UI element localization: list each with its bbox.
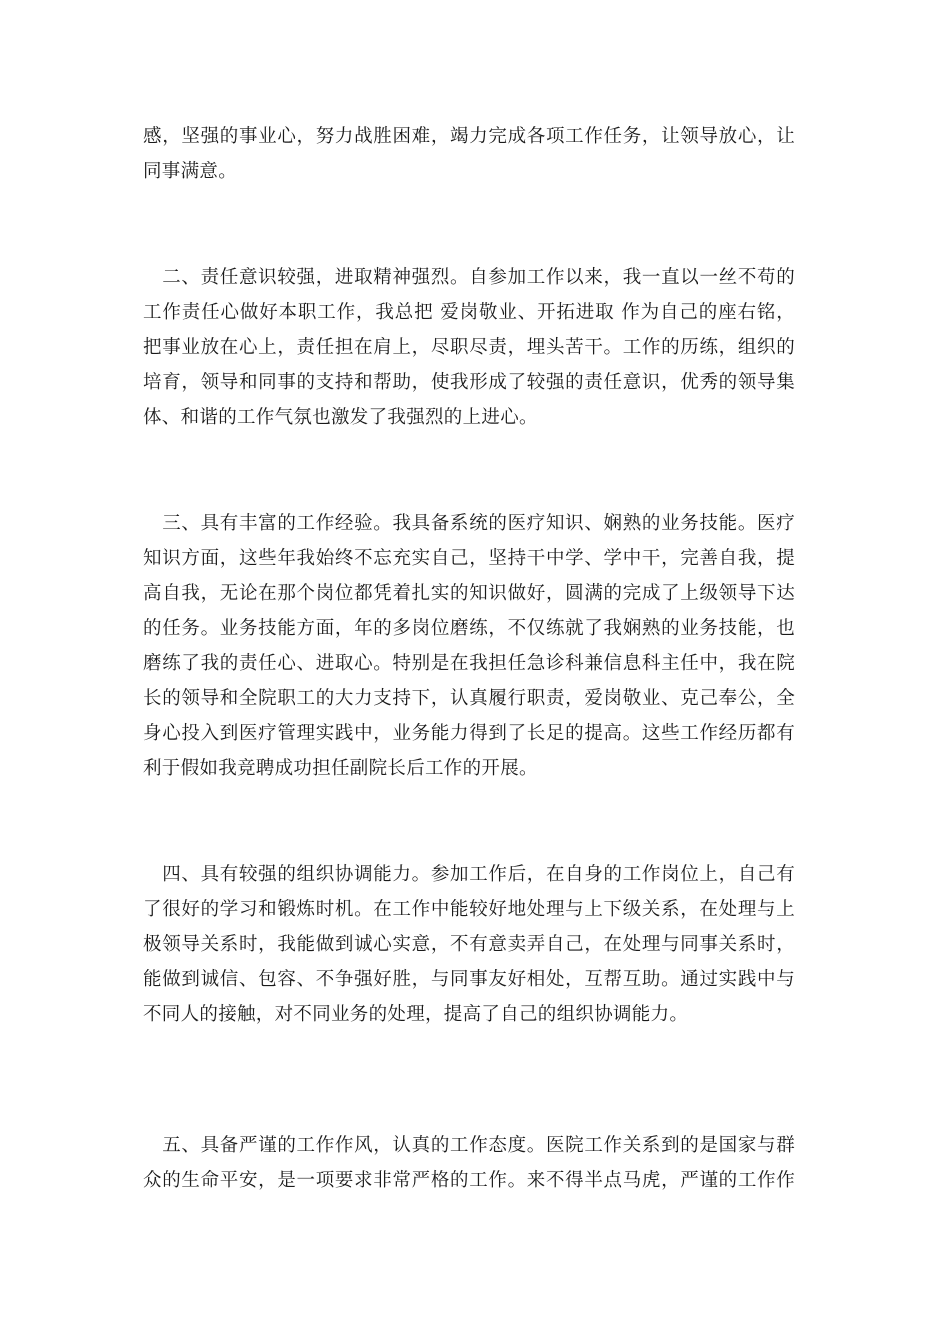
text-line: 不同人的接触，对不同业务的处理，提高了自己的组织协调能力。 <box>143 1004 689 1025</box>
text-line: 极领导关系时，我能做到诚心实意，不有意卖弄自己，在处理与同事关系时， <box>143 934 795 955</box>
text-line: 知识方面，这些年我始终不忘充实自己，坚持干中学、学中干，完善自我，提 <box>143 548 795 569</box>
text-line: 同事满意。 <box>143 161 238 182</box>
text-line: 三、具有丰富的工作经验。我具备系统的医疗知识、娴熟的业务技能。医疗 <box>143 513 795 534</box>
text-line: 了很好的学习和锻炼时机。在工作中能较好地处理与上下级关系，在处理与上 <box>143 899 795 920</box>
text-line: 利于假如我竞聘成功担任副院长后工作的开展。 <box>143 758 538 779</box>
paragraph-responsibility <box>143 260 795 435</box>
paragraph-work-style <box>143 1128 795 1198</box>
paragraph-continuation <box>143 119 795 189</box>
text-line: 体、和谐的工作气氛也激发了我强烈的上进心。 <box>143 407 538 428</box>
text-line: 众的生命平安，是一项要求非常严格的工作。来不得半点马虎，严谨的工作作 <box>143 1170 795 1191</box>
text-line: 的任务。业务技能方面，年的多岗位磨练，不仅练就了我娴熟的业务技能，也 <box>143 618 795 639</box>
text-line: 二、责任意识较强，进取精神强烈。自参加工作以来，我一直以一丝不苟的 <box>143 267 795 288</box>
paragraph-experience <box>143 506 795 786</box>
paragraph-coordination <box>143 857 795 1032</box>
text-line: 能做到诚信、包容、不争强好胜，与同事友好相处，互帮互助。通过实践中与 <box>143 969 795 990</box>
text-line: 感，坚强的事业心，努力战胜困难，竭力完成各项工作任务，让领导放心，让 <box>143 126 795 147</box>
text-line: 身心投入到医疗管理实践中，业务能力得到了长足的提高。这些工作经历都有 <box>143 723 795 744</box>
text-line: 磨练了我的责任心、进取心。特别是在我担任急诊科兼信息科主任中，我在院 <box>143 653 795 674</box>
text-line: 五、具备严谨的工作作风，认真的工作态度。医院工作关系到的是国家与群 <box>143 1135 795 1156</box>
text-line: 把事业放在心上，责任担在肩上，尽职尽责，埋头苦干。工作的历练，组织的 <box>143 337 795 358</box>
text-line: 工作责任心做好本职工作，我总把 爱岗敬业、开拓进取 作为自己的座右铭， <box>143 302 795 323</box>
text-line: 培育，领导和同事的支持和帮助，使我形成了较强的责任意识，优秀的领导集 <box>143 372 795 393</box>
text-line: 长的领导和全院职工的大力支持下，认真履行职责，爱岗敬业、克己奉公，全 <box>143 688 795 709</box>
text-line: 高自我，无论在那个岗位都凭着扎实的知识做好，圆满的完成了上级领导下达 <box>143 583 795 604</box>
text-line: 四、具有较强的组织协调能力。参加工作后，在自身的工作岗位上，自己有 <box>143 864 795 885</box>
